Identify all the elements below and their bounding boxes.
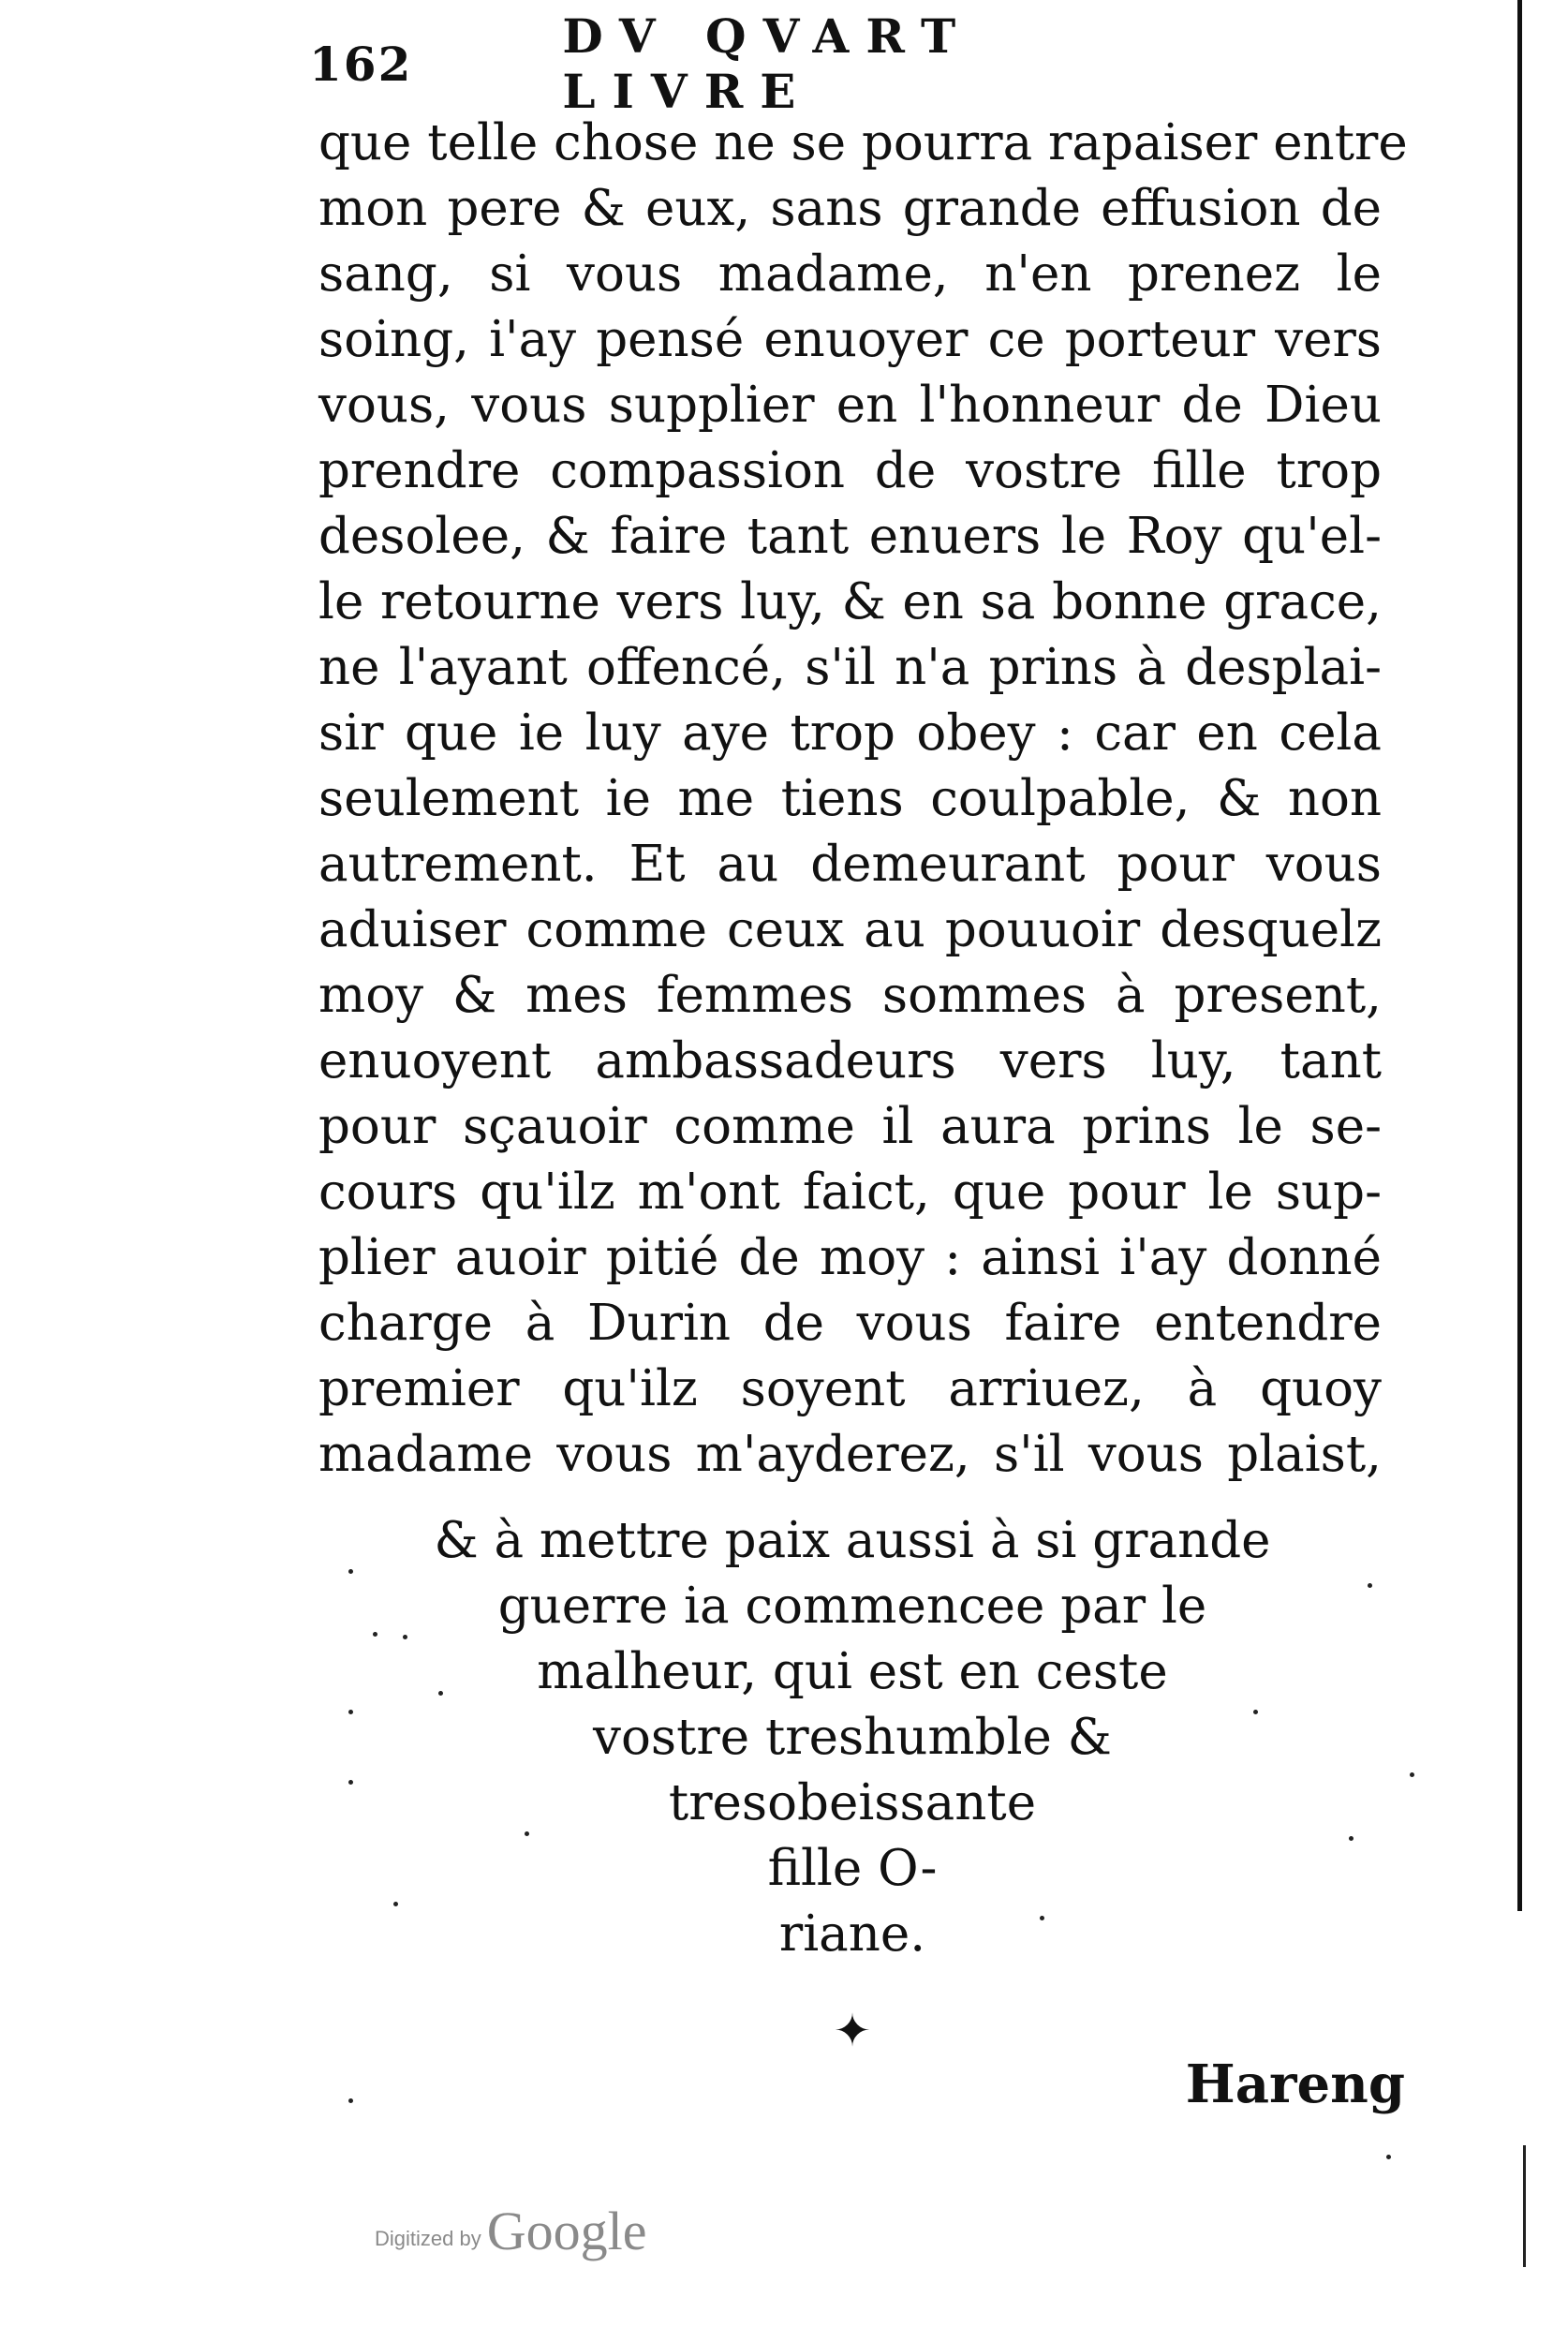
text-line: madame vous m'ayderez, s'il vous plaist, — [318, 1426, 1382, 1483]
text-line: aduiser comme ceux au pouuoir desquelz — [318, 901, 1382, 958]
ink-speck — [373, 1632, 377, 1637]
running-head: DV QVART LIVRE — [562, 8, 973, 119]
catchword: Hareng — [1185, 2053, 1405, 2115]
page-number: 162 — [309, 36, 413, 92]
text-line: sir que ie luy aye trop obey : car en cela — [318, 704, 1382, 762]
closing-line: tresobeissante — [668, 1774, 1037, 1831]
text-line: enuoyent ambassadeurs vers luy, tant — [318, 1032, 1382, 1089]
text-line: seulement ie me tiens coulpable, & non — [318, 770, 1382, 827]
digitized-prefix: Digitized by — [375, 2227, 481, 2250]
closing-line: & à mettre paix aussi à si grande — [434, 1512, 1271, 1569]
text-line: que telle chose ne se pourra rapaiser entre — [318, 114, 1408, 171]
ink-speck — [1410, 1772, 1414, 1777]
text-line: prendre compassion de vostre fille trop — [318, 442, 1382, 499]
ink-speck — [348, 1780, 353, 1785]
ink-speck — [1040, 1916, 1044, 1920]
ink-speck — [1253, 1710, 1258, 1714]
closing-line: guerre ia commencee par le — [497, 1578, 1207, 1635]
fleuron-ornament: ✦ — [833, 2005, 872, 2057]
text-line: soing, i'ay pensé enuoyer ce porteur vers — [318, 311, 1382, 368]
text-line: autrement. Et au demeurant pour vous — [318, 836, 1382, 893]
page-edge-rule — [1517, 0, 1522, 1911]
closing-line: malheur, qui est en ceste — [537, 1643, 1168, 1700]
google-wordmark: Google — [486, 2201, 647, 2261]
ink-speck — [348, 1569, 353, 1574]
closing-line: vostre treshumble & — [593, 1709, 1112, 1766]
closing-line: riane. — [778, 1905, 926, 1963]
text-line: plier auoir pitié de moy : ainsi i'ay donné — [318, 1229, 1382, 1286]
text-line: pour sçauoir comme il aura prins le se- — [318, 1098, 1382, 1155]
text-line: desolee, & faire tant enuers le Roy qu'el- — [318, 508, 1382, 565]
letter-closing — [318, 1508, 1386, 1967]
text-line: vous, vous supplier en l'honneur de Dieu — [318, 377, 1382, 434]
ink-speck — [525, 1831, 529, 1836]
ink-speck — [348, 2098, 353, 2103]
text-line: premier qu'ilz soyent arriuez, à quoy — [318, 1360, 1382, 1417]
ink-speck — [393, 1902, 398, 1906]
ink-speck — [348, 1710, 353, 1714]
text-line: cours qu'ilz m'ont faict, que pour le sup- — [318, 1164, 1382, 1221]
text-line: sang, si vous madame, n'en prenez le — [318, 245, 1382, 303]
ink-speck — [1386, 2155, 1391, 2159]
ink-speck — [1349, 1836, 1354, 1841]
text-line: mon pere & eux, sans grande effusion de — [318, 180, 1382, 237]
body-text — [318, 111, 1408, 1488]
page-edge-rule-lower — [1523, 2145, 1526, 2267]
closing-line: fille O- — [767, 1840, 938, 1897]
ink-speck — [438, 1691, 443, 1696]
page-header — [309, 8, 1255, 119]
text-line: ne l'ayant offencé, s'il n'a prins à desplai- — [318, 639, 1382, 696]
text-line: le retourne vers luy, & en sa bonne grace, — [318, 573, 1382, 630]
text-line: moy & mes femmes sommes à present, — [318, 967, 1382, 1024]
digitized-by-google-watermark — [375, 2197, 646, 2262]
ink-speck — [403, 1635, 407, 1639]
text-line: charge à Durin de vous faire entendre — [318, 1295, 1382, 1352]
ink-speck — [1368, 1583, 1372, 1588]
